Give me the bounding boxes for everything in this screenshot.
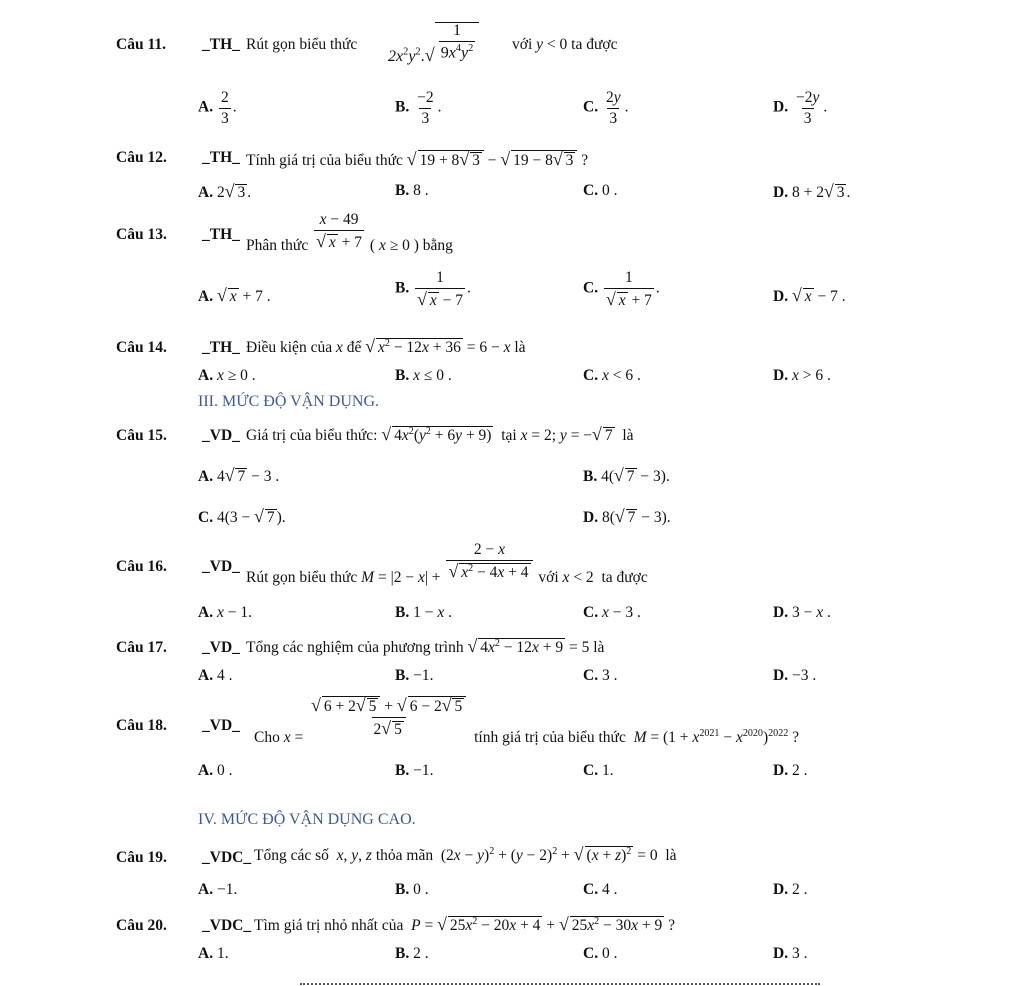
option-a[interactable]: A. 1. (198, 945, 229, 962)
option-a[interactable]: A. −1. (198, 881, 238, 898)
question-tag: _VDC_ (202, 849, 252, 866)
question-tag: _TH_ (202, 226, 240, 243)
option-a[interactable]: A. 2√ 3 . (198, 181, 252, 201)
option-b[interactable]: B. $\frac{-2}{3}$ . (395, 89, 442, 127)
question-text: Tính giá trị của biểu thức √ 19 + 8√ 3 − √ 19 − 8√ 3 ? (246, 149, 589, 169)
option-a[interactable]: A. $\frac{2}{3}$ . (198, 89, 237, 127)
option-d[interactable]: D. 8 + 2√ 3 . (773, 181, 851, 201)
option-d[interactable]: D. √ x − 7 . (773, 285, 846, 305)
option-a[interactable]: A. √ x + 7 . (198, 285, 271, 305)
option-b[interactable]: B. 0 . (395, 881, 429, 898)
question-number: Câu 20. (116, 917, 167, 934)
option-a[interactable]: A. 4 . (198, 667, 233, 684)
option-b[interactable]: B. −1. (395, 667, 434, 684)
option-c[interactable]: C. 0 . (583, 182, 618, 199)
question-text: Điều kiện của x để √ $x^2 - 12x + 36 = 6 - x$ là (246, 336, 526, 357)
question-number: Câu 13. (116, 226, 167, 243)
question-text: Tổng các nghiệm của phương trình √ $4x^2 - 12x + 9 = 5$ là (246, 636, 605, 657)
option-c[interactable]: C. 0 . (583, 945, 618, 962)
question-text: Rút gọn biểu thức (246, 36, 358, 53)
option-d[interactable]: D. 3 . (773, 945, 808, 962)
question-text: Cho x = $\frac{√ 6 + 2√ 5 + √ 6 - 2√ 5}{2√ 5}$ tính giá trị của biểu thức $M = (1 + x^{2021} - x^{2020})^{2022}$ ? (254, 695, 800, 747)
question-tag: _VDC_ (202, 917, 252, 934)
question-number: Câu 16. (116, 558, 167, 575)
option-b[interactable]: B. 2 . (395, 945, 429, 962)
option-d[interactable]: D. 2 . (773, 881, 808, 898)
option-a[interactable]: A. 0 . (198, 762, 233, 779)
question-number: Câu 12. (116, 149, 167, 166)
section-heading: III. MỨC ĐỘ VẬN DỤNG. (198, 393, 379, 410)
option-c[interactable]: C. x < 6 . (583, 367, 641, 384)
option-d[interactable]: D. 8(√ 7 − 3). (583, 506, 671, 526)
option-b[interactable]: B. 8 . (395, 182, 429, 199)
question-text: Rút gọn biểu thức M = |2 − x| + $\frac{2 - x}{√ x^2 - 4x + 4}$ với x < 2 ta được (246, 541, 648, 586)
option-b[interactable]: B. 1 − x . (395, 604, 452, 621)
question-text: Tìm giá trị nhỏ nhất của P = √ $25x^2 - 20x + 4$ + √ $25x^2 - 30x + 9$ ? (254, 914, 676, 935)
question-tag: _TH_ (202, 339, 240, 356)
question-tag: _VD_ (202, 639, 240, 656)
question-number: Câu 15. (116, 427, 167, 444)
option-d[interactable]: D. −3 . (773, 667, 817, 684)
question-tag: _TH_ (202, 36, 240, 53)
option-c[interactable]: C. 1. (583, 762, 614, 779)
option-c[interactable]: C. $\frac{2y}{3}$ . (583, 89, 629, 127)
section-heading: IV. MỨC ĐỘ VẬN DỤNG CAO. (198, 811, 416, 828)
question-text: với y < 0 ta được (512, 36, 618, 53)
option-a[interactable]: A. x − 1. (198, 604, 252, 621)
question-number: Câu 14. (116, 339, 167, 356)
option-c[interactable]: C. x − 3 . (583, 604, 641, 621)
option-d[interactable]: D. x > 6 . (773, 367, 831, 384)
option-d[interactable]: D. $\frac{-2y}{3}$ . (773, 89, 828, 127)
question-text: Phân thức $\frac{x - 49}{√ x + 7}$ ( x ≥ 0 ) bằng (246, 211, 453, 254)
option-a[interactable]: A. 4√ 7 − 3 . (198, 465, 280, 485)
option-a[interactable]: A. x ≥ 0 . (198, 367, 256, 384)
question-tag: _VD_ (202, 558, 240, 575)
question-tag: _VD_ (202, 717, 240, 734)
cutoff-text-line (300, 980, 820, 986)
option-c[interactable]: C. $\frac{1}{√ x + 7}$ . (583, 269, 660, 309)
math-expression: $2x^2y^2.√$ $\frac{1}{9x^4y^2}$ (388, 22, 479, 61)
option-b[interactable]: B. 4(√ 7 − 3). (583, 465, 670, 485)
option-d[interactable]: D. 2 . (773, 762, 808, 779)
question-number: Câu 11. (116, 36, 166, 53)
question-number: Câu 17. (116, 639, 167, 656)
question-number: Câu 18. (116, 717, 167, 734)
question-number: Câu 19. (116, 849, 167, 866)
option-d[interactable]: D. 3 − x . (773, 604, 831, 621)
question-text: Tổng các số x, y, z thỏa mãn $(2x - y)^2 + (y - 2)^2$ + √ $(x + z)^2 = 0$ là (254, 844, 677, 865)
option-c[interactable]: C. 4(3 − √ 7 ). (198, 506, 286, 526)
option-c[interactable]: C. 4 . (583, 881, 618, 898)
question-text: Giá trị của biểu thức: √ $4x^2(y^2 + 6y + 9)$ tại x = 2; y = −√ 7 là (246, 424, 634, 445)
question-tag: _VD_ (202, 427, 240, 444)
option-b[interactable]: B. $\frac{1}{√ x - 7}$ . (395, 269, 471, 309)
option-b[interactable]: B. −1. (395, 762, 434, 779)
question-tag: _TH_ (202, 149, 240, 166)
option-c[interactable]: C. 3 . (583, 667, 618, 684)
option-b[interactable]: B. x ≤ 0 . (395, 367, 452, 384)
